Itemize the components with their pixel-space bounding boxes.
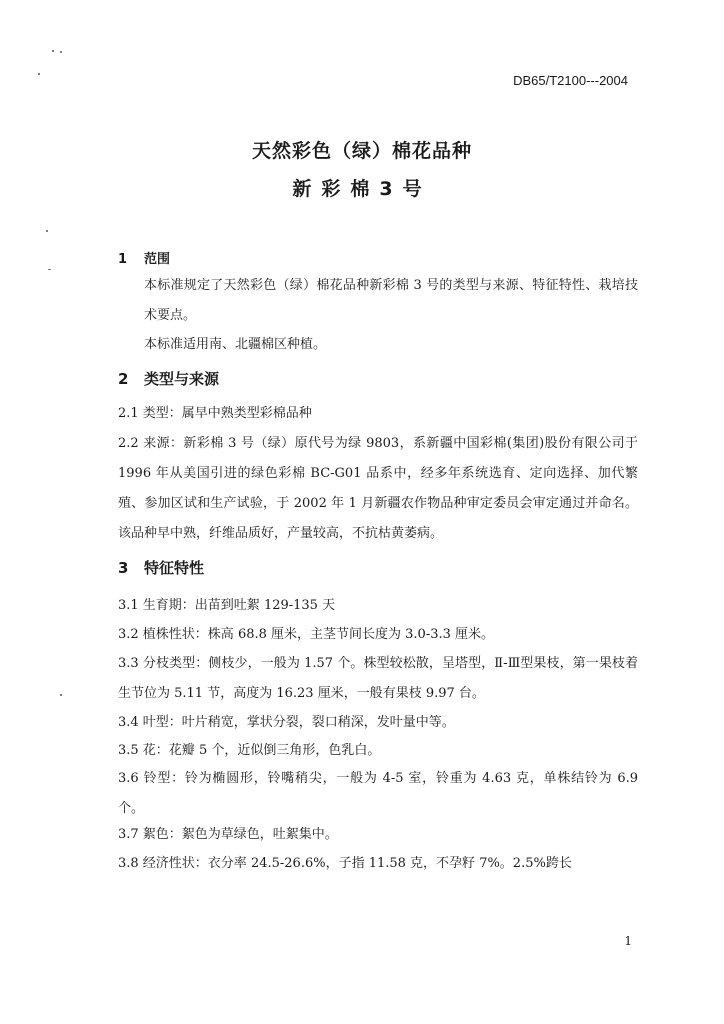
scan-speck [60, 694, 62, 696]
scan-speck [46, 230, 48, 232]
section-3-item-7: 3.7 絮色：絮色为草绿色，吐絮集中。 [118, 827, 338, 842]
scan-speck [48, 269, 51, 270]
section-3-item-1: 3.1 生育期：出苗到吐絮 129-135 天 [118, 598, 336, 613]
paragraph-text: 本标准适用南、北疆棉区种植。 [144, 337, 327, 352]
section-3-item-6: 3.6 铃型：铃为椭圆形，铃嘴稍尖，一般为 4-5 室，铃重为 4.63 克，单株结铃为 6.9 个。 [118, 771, 638, 816]
section-3-item-8: 3.8 经济性状：衣分率 24.5-26.6%，子指 11.58 克，不孕籽 7%。2.5%跨长 [118, 856, 572, 871]
scan-speck [60, 51, 62, 53]
section-1-heading [118, 248, 170, 267]
section-3-item-2: 3.2 植株性状：株高 68.8 厘米，主茎节间长度为 3.0-3.3 厘米。 [118, 627, 495, 642]
section-1-paragraph-1 [118, 271, 638, 331]
section-number: 2 [118, 370, 129, 388]
page-number: 1 [624, 934, 632, 948]
section-3-item-5: 3.5 花：花瓣 5 个，近似倒三角形，色乳白。 [118, 743, 381, 758]
scan-speck [38, 73, 40, 75]
section-2-item-2: 2.2 来源：新彩棉 3 号（绿）原代号为绿 9803，系新疆中国彩棉(集团)股份有限公司于 1996 年从美国引进的绿色彩棉 BC-G01 品系中，经多年系统选育、定向选择、加代繁殖、参加区试和生产试验，于 2002 年 1 月新疆农作物品种审定委员会审定通过并命名。该品种早中熟，纤维品质好，产量较高，不抗枯黄萎病。 [118, 436, 638, 541]
section-title: 类型与来源 [144, 370, 220, 388]
section-3-heading [118, 557, 204, 578]
section-number: 1 [118, 252, 128, 267]
section-title: 特征特性 [144, 559, 205, 577]
scan-speck [52, 50, 54, 52]
section-3-item-3: 3.3 分枝类型：侧枝少，一般为 1.57 个。株型较松散，呈塔型，Ⅱ-Ⅲ型果枝，第一果枝着生节位为 5.11 节，高度为 16.23 厘米，一般有果枝 9.97 台。 [118, 656, 638, 701]
section-number: 3 [118, 559, 129, 577]
section-1-paragraph-2 [118, 330, 638, 360]
title-line-2: 新彩棉3号 [292, 178, 432, 200]
paragraph-text: 本标准规定了天然彩色（绿）棉花品种新彩棉 3 号的类型与来源、特征特性、栽培技术要点。 [144, 278, 638, 323]
title-line-1: 天然彩色（绿）棉花品种 [251, 140, 472, 162]
document-code: DB65/T2100---2004 [513, 73, 628, 88]
section-2-heading [118, 368, 219, 389]
section-title: 范围 [144, 252, 171, 267]
section-2-item-1: 2.1 类型：属早中熟类型彩棉品种 [118, 406, 312, 421]
section-3-item-4: 3.4 叶型：叶片稍宽，掌状分裂，裂口稍深，发叶量中等。 [118, 715, 455, 730]
